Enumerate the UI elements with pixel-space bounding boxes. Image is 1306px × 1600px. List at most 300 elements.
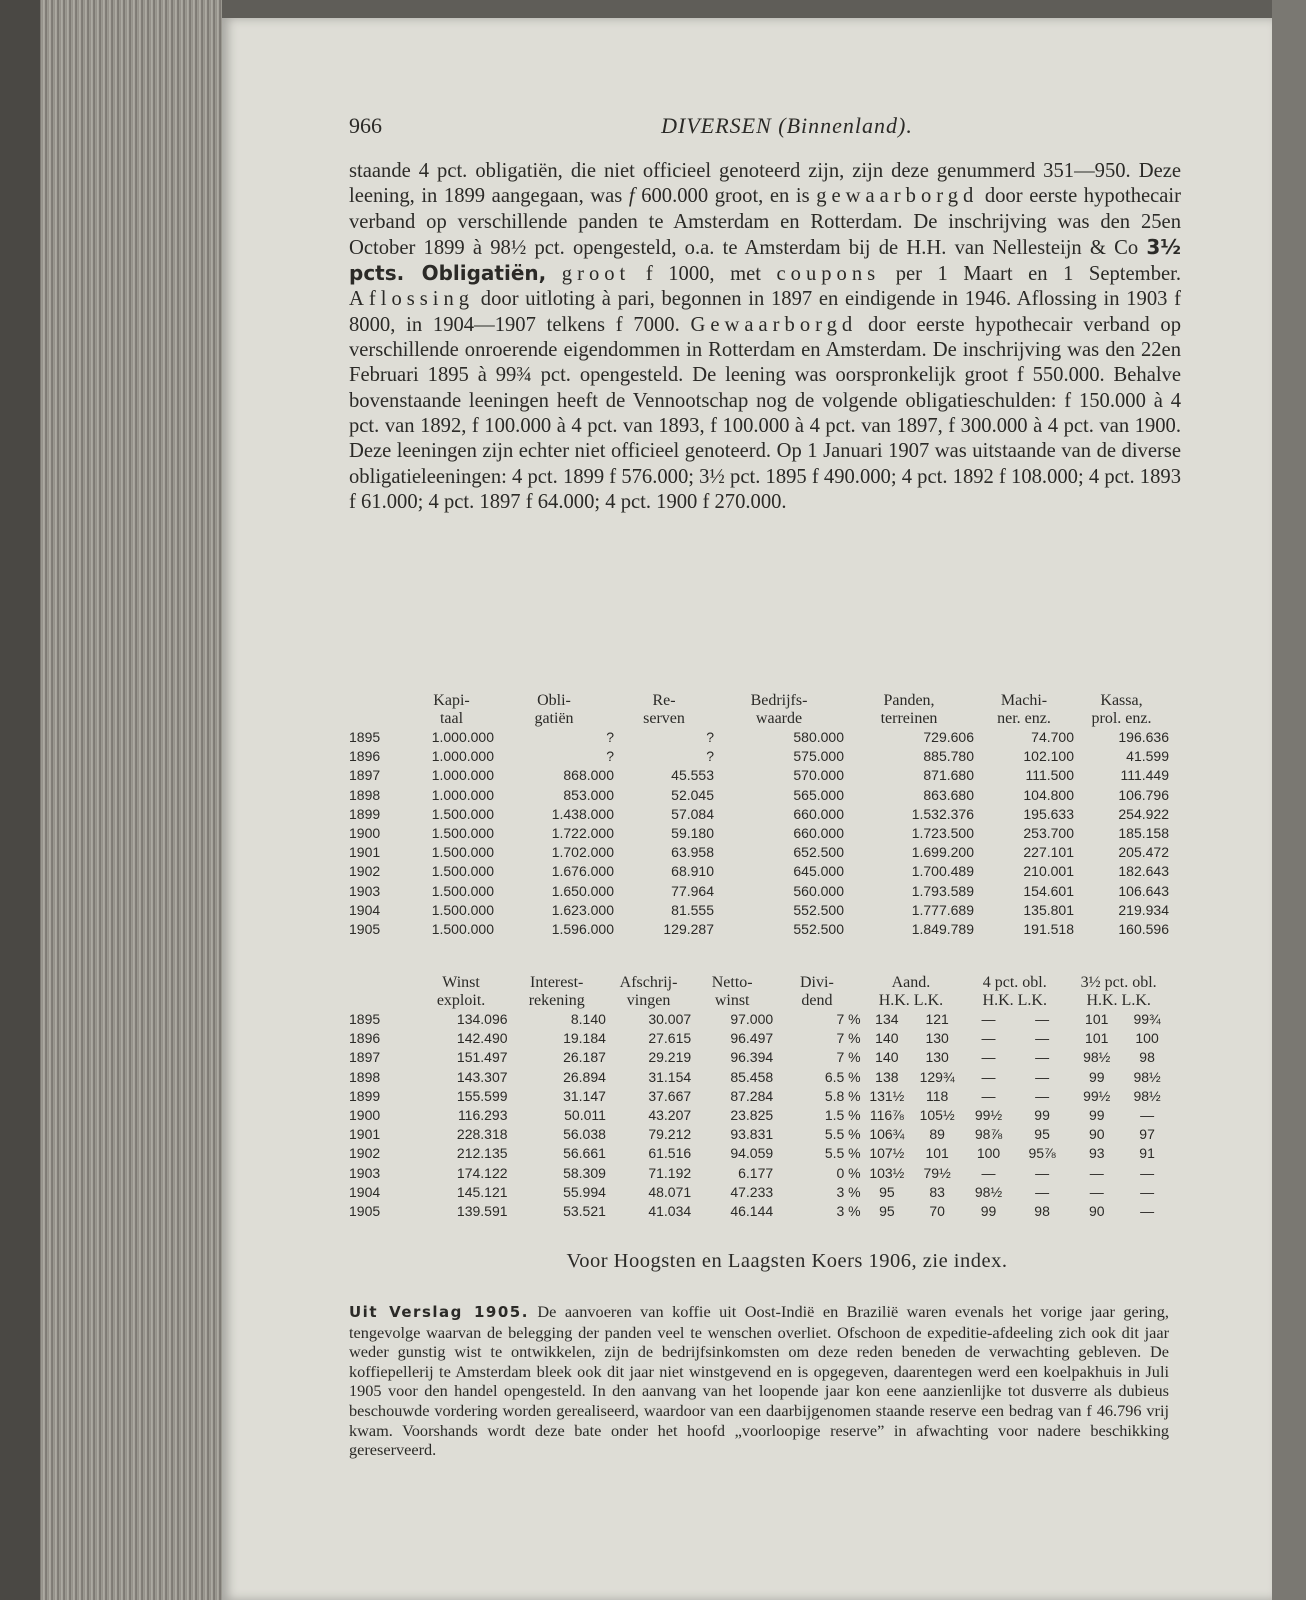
table-cell: 1.000.000: [431, 786, 494, 803]
table-row: [349, 1183, 1169, 1202]
year-cell: 1895: [349, 1011, 381, 1027]
table-cell: 660.000: [793, 805, 844, 822]
table-row: [349, 862, 1169, 881]
table-cell: 1.596.000: [551, 921, 614, 938]
table-cell: 95: [879, 1183, 895, 1200]
table-cell: 253.700: [1023, 825, 1074, 842]
year-cell: 1896: [349, 1030, 381, 1047]
table-cell: 106.796: [1118, 786, 1169, 803]
table-cell: 43.207: [648, 1107, 692, 1124]
table-cell: 3 %: [836, 1183, 861, 1200]
column-header-line: 3½ pct. obl.: [1080, 974, 1157, 991]
year-cell: 1901: [349, 844, 381, 861]
table-cell: 63.958: [671, 844, 714, 861]
table-cell: —: [1035, 1087, 1050, 1104]
table-cell: 41.599: [1126, 748, 1169, 765]
table-cell: —: [981, 1164, 996, 1181]
table-cell: 121: [925, 1011, 949, 1027]
table-cell: 100: [976, 1145, 1001, 1162]
column-header: [349, 676, 409, 728]
report-lead: Uit Verslag 1905.: [349, 1303, 529, 1321]
table-cell: 3 %: [836, 1203, 861, 1220]
table-cell: —: [981, 1049, 996, 1066]
table-row: [349, 1087, 1169, 1106]
page-right-margin: [1272, 0, 1306, 1600]
table-cell: 101: [1085, 1030, 1109, 1047]
column-header-line: Bedrijfs-: [750, 692, 808, 709]
column-header: [409, 676, 494, 728]
table-cell: 134: [875, 1011, 899, 1027]
table-cell: 105½: [919, 1107, 955, 1124]
table-cell: 134.096: [456, 1011, 508, 1027]
table-row: [349, 824, 1169, 843]
column-header-line: Aand.: [891, 974, 931, 991]
table-cell: 560.000: [793, 882, 844, 899]
column-header-line: terreinen: [880, 710, 938, 727]
table-cell: 1.500.000: [431, 825, 494, 842]
table-cell: 1.000.000: [431, 767, 494, 784]
table-cell: 6.5 %: [824, 1068, 861, 1085]
table-cell: 37.667: [648, 1087, 692, 1104]
table-cell: 212.135: [456, 1145, 508, 1162]
table-cell: 98½: [1133, 1087, 1161, 1104]
table-cell: 210.001: [1023, 863, 1074, 880]
table-cell: 99½: [974, 1107, 1003, 1124]
table-body: [349, 1010, 1169, 1221]
table-cell: 6.177: [738, 1164, 774, 1181]
column-header-line: 4 pct. obl.: [982, 974, 1047, 991]
table-cell: ?: [606, 729, 614, 745]
table-cell: —: [1035, 1011, 1050, 1027]
table-cell: 145.121: [456, 1183, 508, 1200]
year-cell: 1899: [349, 1087, 381, 1104]
column-header: [614, 676, 714, 728]
column-header-line: ner. enz.: [997, 710, 1051, 727]
table-cell: 652.500: [793, 844, 844, 861]
table-cell: 116⅞: [869, 1107, 904, 1124]
column-header-line: gatiën: [534, 710, 574, 727]
table-cell: 31.154: [648, 1068, 692, 1085]
table-cell: 7 %: [836, 1030, 861, 1047]
table-cell: —: [981, 1030, 996, 1047]
table-cell: 1.500.000: [431, 805, 494, 822]
table-cell: 575.000: [793, 748, 844, 765]
table-cell: 29.219: [648, 1049, 692, 1066]
table-row: [349, 1202, 1169, 1221]
column-header: [415, 958, 508, 1010]
column-header-line: Kapi-: [433, 692, 470, 709]
table-cell: 154.601: [1023, 882, 1074, 899]
table-cell: 85.458: [730, 1068, 774, 1085]
table-cell: —: [1140, 1164, 1155, 1181]
table-cell: 98: [1139, 1049, 1155, 1066]
column-header-line: Machi-: [1000, 692, 1048, 709]
table-cell: 143.307: [456, 1068, 508, 1085]
table-header-row: [349, 958, 1169, 1010]
table-row: [349, 1010, 1169, 1029]
table-cell: 89: [929, 1126, 945, 1143]
table-cell: 57.084: [671, 805, 714, 822]
table-cell: 254.922: [1118, 805, 1169, 822]
table-cell: 129.287: [663, 921, 714, 938]
table-cell: 99: [1088, 1107, 1105, 1124]
table-cell: —: [1035, 1068, 1050, 1085]
column-header-line: H.K. L.K.: [878, 992, 944, 1009]
table-cell: 140: [875, 1049, 899, 1066]
table-cell: 227.101: [1023, 844, 1074, 861]
table-cell: 101: [925, 1145, 949, 1162]
table-cell: 77.964: [671, 882, 714, 899]
table-cell: 1.500.000: [431, 921, 494, 938]
florin-sign: f: [628, 185, 635, 208]
year-cell: 1901: [349, 1126, 381, 1143]
table-cell: 1.700.489: [911, 863, 974, 880]
table-cell: 1.000.000: [431, 748, 494, 765]
table-cell: 871.680: [923, 767, 974, 784]
column-header: [1068, 958, 1169, 1010]
table-cell: —: [981, 1087, 996, 1104]
column-header-line: Netto-: [711, 974, 753, 991]
table-cell: 104.800: [1023, 786, 1074, 803]
table-cell: 196.636: [1118, 729, 1169, 745]
table-cell: —: [1140, 1203, 1155, 1220]
report-text: De aanvoeren van koffie uit Oost-Indië en Brazilië waren evenals het vorige jaar gering, tengevolge waarvan de belegging der panden veel te wenschen overliet. Ofschoon de expeditie-afdeeling zich ook dit jaar weder gunstig wist te ontwikkelen, zijn de bedrijfsinkomsten om deze reden beneden de verwachting gebleven. De koffiepellerij te Amsterdam bleek ook dit jaar niet winstgevend en is opgegeven, daarentegen werd een koelpakhuis in Juli 1905 voor den handel opengesteld. In den aanvang van het loopende jaar kon eene aanzienlijke tot dusverre als dubieus beschouwde vordering worden gerealiseerd, waardoor van een daarbijgenomen staande reserve een bedrag van f 46.796 vrij kwam. Voorshands wordt deze bate onder het hoofd „voorloopige reserve” in afwachting voor nadere beschikking gereserveerd.: [349, 1302, 1170, 1460]
table-header-row: [349, 676, 1169, 728]
table-cell: 81.555: [671, 901, 714, 918]
table-cell: 23.825: [730, 1107, 774, 1124]
table-cell: 98⅞: [974, 1126, 1003, 1143]
table-cell: 91: [1139, 1145, 1155, 1162]
table-cell: 48.071: [648, 1183, 692, 1200]
column-header-line: Panden,: [883, 692, 935, 709]
table-row: [349, 901, 1169, 920]
table-cell: 56.038: [563, 1126, 606, 1143]
table-cell: —: [981, 1011, 996, 1027]
table-cell: 155.599: [456, 1087, 508, 1104]
table-cell: 26.187: [563, 1049, 606, 1066]
column-header-line: rekening: [528, 992, 585, 1009]
table-cell: 96.394: [730, 1049, 774, 1066]
table-cell: 26.894: [563, 1068, 606, 1085]
table-row: [349, 1068, 1169, 1087]
table-cell: —: [1089, 1183, 1104, 1200]
table-cell: 118: [925, 1087, 949, 1104]
year-cell: 1897: [349, 1049, 381, 1066]
table-cell: —: [1140, 1183, 1155, 1200]
table-cell: 53.521: [563, 1203, 606, 1220]
table-cell: ?: [606, 748, 614, 765]
table-cell: —: [981, 1068, 996, 1085]
table-cell: 98½: [974, 1183, 1003, 1200]
table-cell: 228.318: [456, 1126, 508, 1143]
annual-report-excerpt: [349, 1302, 1169, 1460]
column-header-line: Re-: [652, 692, 676, 709]
table-cell: 93.831: [730, 1126, 774, 1143]
table-cell: 100: [1135, 1030, 1159, 1047]
column-header: [691, 958, 773, 1010]
table-cell: 79.212: [648, 1126, 692, 1143]
table-cell: 106¾: [869, 1126, 905, 1143]
results-table: [349, 958, 1169, 1221]
table-cell: 645.000: [793, 863, 844, 880]
table-row: [349, 766, 1169, 785]
table-cell: 106.643: [1118, 882, 1169, 899]
balance-table: [349, 676, 1169, 939]
table-cell: 1.5 %: [824, 1107, 861, 1124]
year-cell: 1895: [349, 729, 381, 745]
year-cell: 1896: [349, 748, 381, 765]
year-cell: 1898: [349, 1068, 381, 1085]
table-cell: 107½: [869, 1145, 905, 1162]
table-cell: —: [1140, 1107, 1155, 1124]
text-run: staande 4 pct. obligatiën, die niet officieel genoteerd zijn, zijn deze genummerd 351—950. Deze leening, in 1899 aangegaan, was: [349, 160, 1181, 208]
table-row: [349, 1048, 1169, 1067]
table-cell: 219.934: [1118, 901, 1169, 918]
spaced-word: Gewaarborgd: [690, 313, 858, 336]
column-header: [1074, 676, 1169, 728]
running-head: [349, 113, 1225, 143]
spaced-word: coupons: [776, 263, 881, 286]
column-header: [844, 676, 974, 728]
column-header-line: Kassa,: [1100, 692, 1143, 709]
table-cell: 99: [1034, 1107, 1050, 1124]
table-cell: 191.518: [1023, 921, 1074, 938]
year-cell: 1900: [349, 1107, 381, 1124]
table-cell: 131½: [869, 1087, 905, 1104]
column-header: [606, 958, 691, 1010]
table-cell: 1.500.000: [431, 863, 494, 880]
column-header-line: taal: [439, 710, 464, 727]
table-cell: 129¾: [919, 1068, 955, 1085]
table-cell: —: [1035, 1164, 1050, 1181]
table-cell: 30.007: [648, 1011, 692, 1027]
table-cell: 195.633: [1023, 805, 1074, 822]
table-cell: 570.000: [793, 767, 844, 784]
table-cell: 31.147: [563, 1087, 606, 1104]
table-cell: 74.700: [1031, 729, 1074, 745]
table-cell: 99¾: [1133, 1011, 1161, 1027]
bond-heading: 3½ pcts. Obligatiën,: [349, 234, 1181, 286]
table-cell: —: [1035, 1049, 1050, 1066]
table-row: [349, 805, 1169, 824]
table-cell: —: [1089, 1164, 1104, 1181]
column-header: [349, 958, 415, 1010]
page-number: 966: [349, 113, 382, 138]
table-cell: 853.000: [563, 786, 614, 803]
table-cell: 95⅞: [1028, 1145, 1056, 1162]
table-body: [349, 728, 1169, 939]
column-header-line: dend: [801, 992, 833, 1009]
column-header: [961, 958, 1068, 1010]
table-cell: 552.500: [793, 921, 844, 938]
table-cell: 205.472: [1118, 844, 1169, 861]
table-cell: 1.500.000: [431, 882, 494, 899]
column-header-line: Afschrij-: [619, 974, 678, 991]
table-cell: 130: [925, 1030, 949, 1047]
table-cell: 1.699.200: [911, 844, 974, 861]
text-run: f 1000, met: [630, 263, 777, 286]
table-cell: 50.011: [564, 1107, 606, 1124]
body-paragraph: [349, 159, 1181, 515]
book-cover-edge: [0, 0, 40, 1600]
table-row: [349, 1164, 1169, 1183]
table-cell: 1.500.000: [431, 901, 494, 918]
table-cell: —: [1035, 1030, 1050, 1047]
text-run: 600.000 groot, en is: [634, 185, 817, 208]
table-cell: 0 %: [836, 1164, 861, 1181]
column-header-line: waarde: [755, 710, 803, 727]
table-row: [349, 882, 1169, 901]
table-row: [349, 728, 1169, 747]
spaced-word: gewaarborgd: [816, 185, 979, 208]
table-cell: 95: [1034, 1126, 1050, 1143]
column-header-line: vingen: [626, 992, 671, 1009]
year-cell: 1903: [349, 882, 381, 899]
column-header-line: prol. enz.: [1091, 710, 1152, 727]
table-cell: 138: [875, 1068, 899, 1085]
table-cell: ?: [706, 748, 714, 765]
table-cell: 135.801: [1023, 901, 1074, 918]
table-cell: 8.140: [570, 1011, 606, 1027]
year-cell: 1899: [349, 805, 381, 822]
column-header: [494, 676, 614, 728]
table-cell: 580.000: [793, 729, 844, 745]
table-cell: 660.000: [793, 825, 844, 842]
table-cell: 729.606: [923, 729, 974, 745]
table-cell: 99: [1088, 1068, 1105, 1085]
table-cell: 90: [1088, 1126, 1105, 1143]
table-cell: 52.045: [671, 786, 714, 803]
table-row: [349, 1144, 1169, 1163]
table-cell: 79½: [923, 1164, 951, 1181]
column-header-line: H.K. L.K.: [982, 992, 1047, 1009]
table-cell: 1.849.789: [911, 921, 974, 938]
table-cell: 5.8 %: [824, 1087, 861, 1104]
table-cell: 55.994: [563, 1183, 606, 1200]
spaced-word: groot: [561, 263, 631, 286]
table-cell: ?: [706, 729, 714, 745]
column-header-line: exploit.: [436, 992, 486, 1009]
table-row: [349, 843, 1169, 862]
column-header: [714, 676, 844, 728]
table-cell: 56.661: [563, 1145, 606, 1162]
table-cell: 111.449: [1120, 767, 1169, 784]
year-cell: 1904: [349, 901, 381, 918]
table-cell: 61.516: [648, 1145, 692, 1162]
column-header: [508, 958, 606, 1010]
year-cell: 1902: [349, 863, 381, 880]
table-cell: 19.184: [563, 1030, 606, 1047]
table-cell: 97: [1139, 1126, 1155, 1143]
table-cell: 59.180: [671, 825, 714, 842]
year-cell: 1900: [349, 825, 381, 842]
table-cell: 1.438.000: [551, 805, 614, 822]
table-cell: 98½: [1083, 1049, 1111, 1066]
table-cell: 7 %: [836, 1049, 861, 1066]
table-cell: 160.596: [1118, 921, 1169, 938]
column-header-line: Divi-: [800, 974, 834, 991]
table-cell: 1.500.000: [431, 844, 494, 861]
table-row: [349, 786, 1169, 805]
table-cell: 46.144: [730, 1203, 774, 1220]
text-run: per 1 Maart en 1 September.: [880, 263, 1181, 286]
year-cell: 1897: [349, 767, 381, 784]
table-cell: 98: [1034, 1203, 1050, 1220]
year-cell: 1898: [349, 786, 381, 803]
text-run: door eerste hypothecair verband op verschillende onroerende eigendommen in Rotterdam en Amsterdam. De inschrijving was den 22en Februari 1895 à 99¾ pct. opengesteld. De leening was oorspronkelijk groot f 550.000. Behalve bovenstaande leeningen heeft de Vennootschap nog de volgende obligatieschulden: f 150.000 à 4 pct. van 1892, f 100.000 à 4 pct. van 1893, f 100.000 à 4 pct. van 1897, f 300.000 à 4 pct. van 1900. Deze leeningen zijn echter niet officieel genoteerd. Op 1 Januari 1907 was uitstaande van de diverse obligatieleeningen: 4 pct. 1899 f 576.000; 3½ pct. 1895 f 490.000; 4 pct. 1892 f 108.000; 4 pct. 1893 f 61.000; 4 pct. 1897 f 64.000; 4 pct. 1900 f 270.000.: [349, 313, 1181, 513]
table-cell: 130: [925, 1049, 949, 1066]
table-cell: 47.233: [730, 1183, 774, 1200]
table-cell: 116.293: [457, 1107, 508, 1124]
table-cell: 45.553: [671, 767, 714, 784]
table-cell: 140: [875, 1030, 899, 1047]
table-cell: 68.910: [671, 863, 714, 880]
table-cell: 94.059: [730, 1145, 774, 1162]
table-cell: 87.284: [730, 1087, 774, 1104]
table-cell: 1.532.376: [911, 805, 974, 822]
table-cell: 101: [1085, 1011, 1109, 1027]
table-cell: 139.591: [456, 1203, 508, 1220]
table-cell: —: [1035, 1183, 1050, 1200]
year-cell: 1904: [349, 1183, 381, 1200]
table-cell: 1.793.589: [911, 882, 974, 899]
table-cell: 97.000: [730, 1011, 774, 1027]
year-cell: 1903: [349, 1164, 381, 1181]
table-cell: 96.497: [730, 1030, 774, 1047]
table-row: [349, 1125, 1169, 1144]
table-cell: 27.615: [648, 1030, 692, 1047]
column-header: [861, 958, 962, 1010]
text-run: door eerste hypothecair verband op verschillende panden te Amsterdam en Rotterdam. De inschrijving was den 25en October 1899 à 98½ pct. opengesteld, o.a. te Amsterdam bij de H.H. van Nellesteijn & Co: [349, 185, 1182, 259]
table-cell: 1.702.000: [551, 844, 614, 861]
table-cell: 58.309: [563, 1164, 606, 1181]
table-cell: 95: [879, 1203, 895, 1220]
table-cell: 142.490: [456, 1030, 508, 1047]
table-row: [349, 920, 1169, 939]
table-cell: 70: [929, 1203, 945, 1220]
table-cell: 565.000: [793, 786, 844, 803]
column-header-line: Obli-: [537, 692, 571, 709]
table-cell: 1.723.500: [911, 825, 974, 842]
table-cell: 185.158: [1118, 825, 1169, 842]
column-header-line: Winst: [442, 974, 480, 991]
table-cell: 182.643: [1118, 863, 1169, 880]
table-cell: 71.192: [648, 1164, 692, 1181]
table-cell: 102.100: [1023, 748, 1074, 765]
table-cell: 1.777.689: [911, 901, 974, 918]
year-cell: 1902: [349, 1145, 381, 1162]
year-cell: 1905: [349, 921, 381, 938]
table-cell: 1.623.000: [551, 901, 614, 918]
table-cell: 5.5 %: [824, 1145, 861, 1162]
column-header-line: serven: [643, 710, 685, 727]
table-cell: 151.497: [456, 1049, 508, 1066]
table-cell: 99½: [1083, 1087, 1111, 1104]
section-title: DIVERSEN (Binnenland).: [661, 113, 913, 138]
table-row: [349, 747, 1169, 766]
text-run: door uitloting à pari, begonnen in 1897 en eindigende in 1946. Aflossing in 1903 f 8000, in 1904—1907 telkens f 7000.: [349, 288, 1181, 336]
table-cell: 83: [929, 1183, 945, 1200]
table-cell: 93: [1088, 1145, 1105, 1162]
table-cell: 1.000.000: [431, 729, 494, 745]
column-header-line: Interest-: [530, 974, 584, 991]
table-cell: 90: [1088, 1203, 1105, 1220]
table-row: [349, 1029, 1169, 1048]
table-cell: 1.650.000: [551, 882, 614, 899]
book-page: [222, 18, 1272, 1600]
table-cell: 5.5 %: [824, 1126, 861, 1143]
column-header-line: winst: [714, 992, 750, 1009]
